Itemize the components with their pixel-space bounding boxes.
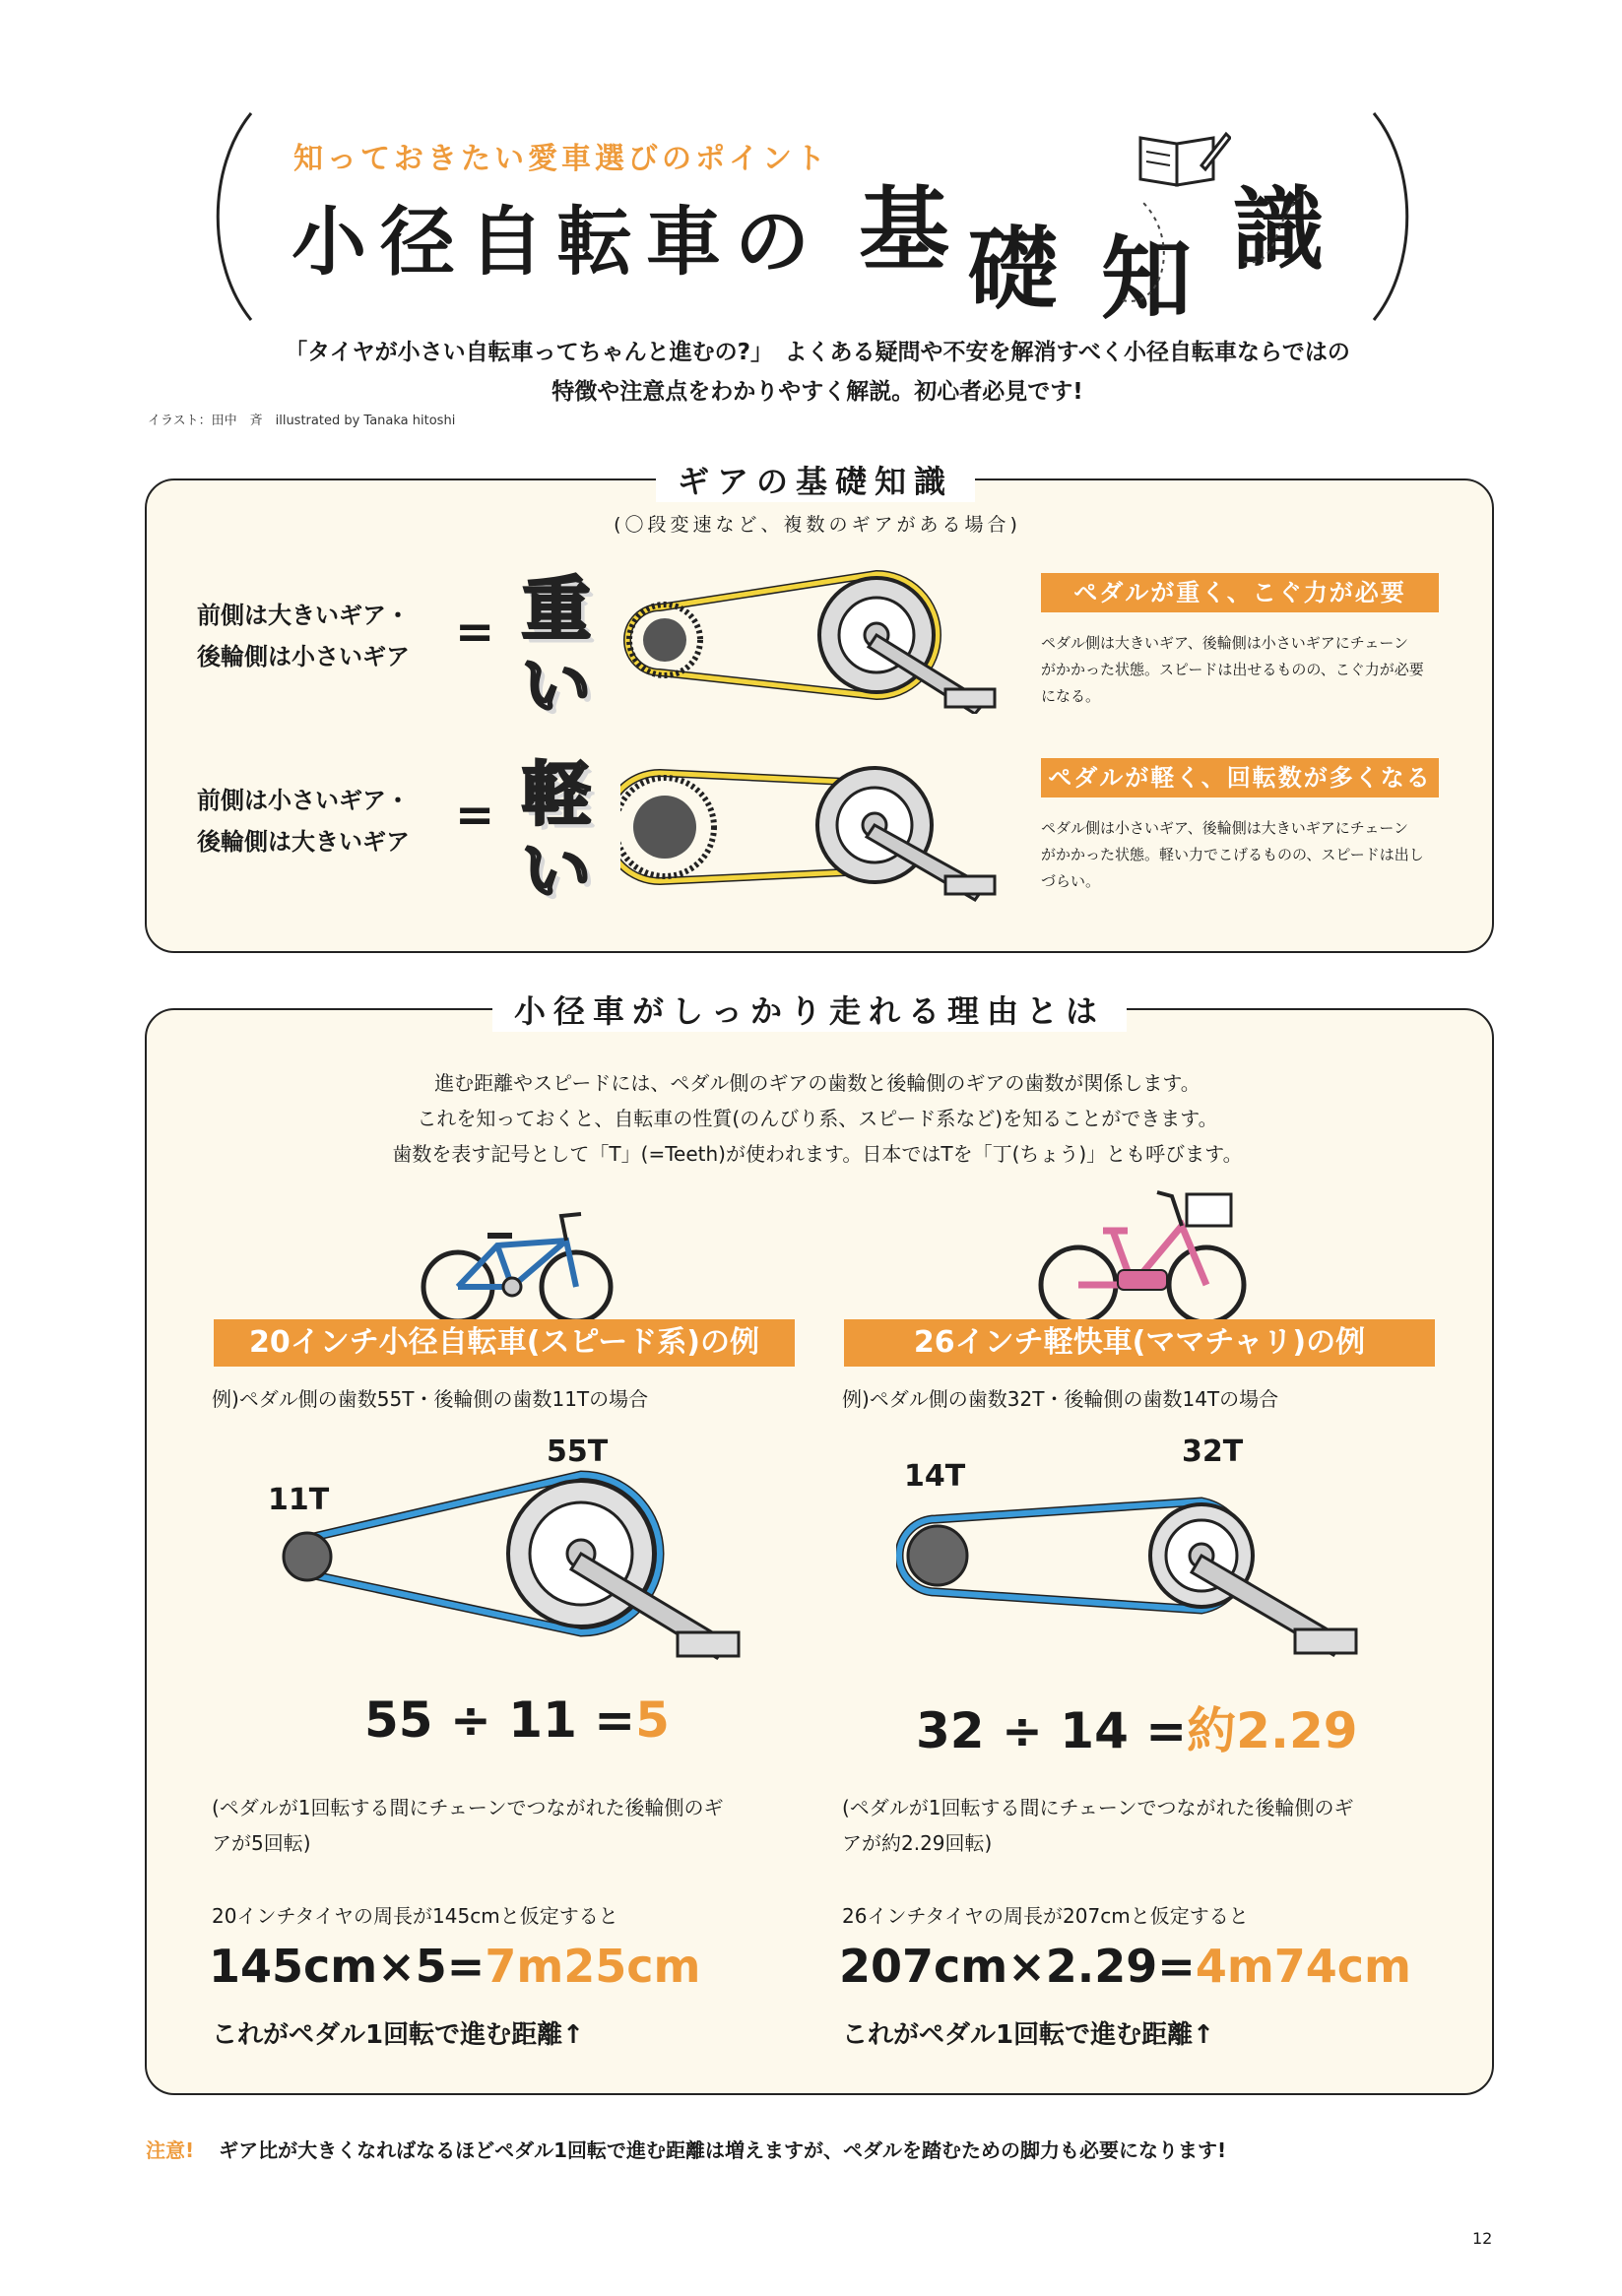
equals-sign: = (455, 788, 495, 843)
gear-section-subtitle: (〇段変速など、複数のギアがある場合) (614, 514, 1021, 536)
speed-distance-result: 7m25cm (485, 1940, 701, 1993)
mamachari-example-label: 26インチ軽快車(ママチャリ)の例 (844, 1319, 1435, 1367)
dotted-path-decoration (1103, 182, 1330, 320)
body-line: 進む距離やスピードには、ペダル側のギアの歯数と後輪側のギアの歯数が関係します。 (434, 1071, 1200, 1095)
reason-section-title: 小径車がしっかり走れる理由とは (492, 987, 1127, 1032)
condition-line: 前側は大きいギア・ (197, 602, 410, 629)
mamachari-distance-note: これがペダル1回転で進む距離↑ (842, 2020, 1214, 2050)
desc-line: づらい。 (1041, 872, 1101, 890)
desc-line: ペダル側は大きいギア、後輪側は小さいギアにチェーン (1041, 634, 1409, 652)
speed-distance-expression: 145cm×5= (209, 1940, 486, 1993)
intro-text (148, 333, 1487, 412)
speed-distance-note: これがペダル1回転で進む距離↑ (212, 2020, 584, 2050)
mamachari-example-text: 例)ペダル側の歯数32T・後輪側の歯数14Tの場合 (842, 1387, 1279, 1411)
light-description (1041, 815, 1455, 895)
speed-calc-result: 5 (635, 1691, 670, 1749)
mamachari-distance-calc (839, 1940, 1411, 1993)
speed-gear-diagram (266, 1465, 758, 1691)
kanji-char: い (522, 646, 591, 727)
heavy-gear-illustration (620, 566, 1005, 714)
desc-line: ペダル側は小さいギア、後輪側は大きいギアにチェーン (1041, 819, 1409, 837)
light-kanji (522, 756, 601, 910)
mamachari-rear-teeth: 14T (904, 1459, 966, 1494)
equals-sign: = (455, 605, 495, 660)
heavy-kanji (522, 571, 601, 725)
note-line: アが5回転) (212, 1831, 311, 1855)
title-kanji-chi: 知 (1101, 225, 1193, 332)
mamachari-gear-ratio (916, 1691, 1358, 1762)
note-line: アが約2.29回転) (842, 1831, 993, 1855)
speed-tire-assumption: 20インチタイヤの周長が145cmと仮定すると (212, 1904, 618, 1928)
intro-line-1: 「タイヤが小さい自転車ってちゃんと進むの?」 よくある疑問や不安を解消すべく小径自転車ならではの (285, 340, 1350, 365)
caution-text: ギア比が大きくなればなるほどペダル1回転で進む距離は増えますが、ペダルを踏むための脚力も必要になります! (219, 2138, 1227, 2162)
gear-section-title: ギアの基礎知識 (656, 457, 975, 502)
mamachari-gear-diagram (896, 1482, 1369, 1689)
intro-line-2: 特徴や注意点をわかりやすく解説。初心者必見です! (551, 379, 1083, 405)
header-bracket-left (197, 108, 256, 325)
mamachari-distance-result: 4m74cm (1195, 1940, 1411, 1993)
mamachari-rotation-note (842, 1790, 1354, 1861)
kanji-char: い (522, 831, 591, 912)
condition-line: 後輪側は大きいギア (197, 828, 410, 856)
reason-body (197, 1065, 1438, 1172)
speed-example-text: 例)ペダル側の歯数55T・後輪側の歯数11Tの場合 (212, 1387, 649, 1411)
light-label: ペダルが軽く、回転数が多くなる (1041, 758, 1439, 797)
condition-line: 後輪側は小さいギア (197, 643, 410, 670)
illustration-credit: イラスト：田中 斉 illustrated by Tanaka hitoshi (148, 414, 456, 428)
speed-gear-ratio (364, 1691, 670, 1749)
light-gear-illustration (620, 748, 1005, 906)
caution-note (146, 2135, 1226, 2163)
title-kanji-so: 礎 (967, 216, 1059, 322)
gear-row-light-condition (197, 780, 410, 862)
caution-label: 注意! (146, 2138, 195, 2162)
speed-distance-calc (209, 1940, 700, 1993)
title-kanji-ki: 基 (859, 176, 950, 283)
mamachari-calc-result: 約2.29 (1187, 1691, 1357, 1762)
condition-line: 前側は小さいギア・ (197, 787, 410, 814)
mamachari-bike-illustration (1034, 1186, 1251, 1324)
minivelo-bike-illustration (419, 1196, 616, 1324)
page-number: 12 (1472, 2229, 1493, 2248)
desc-line: がかかった状態。軽い力でこげるものの、スピードは出し (1041, 846, 1424, 863)
body-line: これを知っておくと、自転車の性質(のんびり系、スピード系など)を知ることができます。 (417, 1107, 1218, 1130)
speed-example-label: 20インチ小径自転車(スピード系)の例 (214, 1319, 795, 1367)
header-kicker: 知っておきたい愛車選びのポイント (293, 142, 829, 176)
title-kanji-shiki: 識 (1233, 176, 1325, 283)
gear-row-heavy-condition (197, 595, 410, 677)
speed-front-teeth: 55T (547, 1435, 609, 1469)
speed-rear-teeth: 11T (268, 1483, 330, 1517)
desc-line: がかかった状態。スピードは出せるものの、こぐ力が必要 (1041, 661, 1424, 678)
kanji-char: 重 (522, 569, 591, 650)
mamachari-tire-assumption: 26インチタイヤの周長が207cmと仮定すると (842, 1904, 1249, 1928)
speed-rotation-note (212, 1790, 724, 1861)
mamachari-distance-expression: 207cm×2.29= (839, 1940, 1196, 1993)
mamachari-calc-expression: 32 ÷ 14 = (916, 1702, 1188, 1759)
mamachari-front-teeth: 32T (1182, 1435, 1244, 1469)
header-bracket-right (1369, 108, 1428, 325)
heavy-description (1041, 630, 1455, 710)
page-title: 小径自転車の (292, 198, 823, 286)
heavy-label: ペダルが重く、こぐ力が必要 (1041, 573, 1439, 612)
body-line: 歯数を表す記号として「T」(=Teeth)が使われます。日本ではTを「丁(ちょう)」とも呼びます。 (392, 1142, 1243, 1166)
note-line: (ペダルが1回転する間にチェーンでつながれた後輪側のギ (842, 1796, 1354, 1819)
kanji-char: 軽 (522, 754, 591, 835)
note-line: (ペダルが1回転する間にチェーンでつながれた後輪側のギ (212, 1796, 724, 1819)
desc-line: になる。 (1041, 687, 1101, 705)
speed-calc-expression: 55 ÷ 11 = (364, 1691, 636, 1749)
